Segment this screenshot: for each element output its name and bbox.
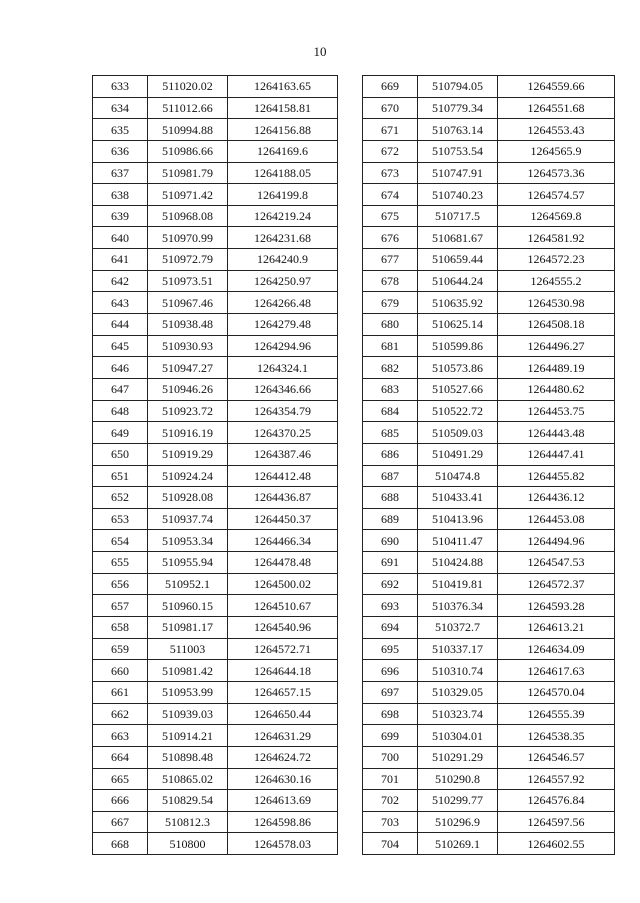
table-row — [93, 378, 338, 400]
table-row — [93, 638, 338, 660]
table-row — [363, 378, 615, 400]
x-coordinate-cell: 510491.29 — [418, 443, 498, 465]
table-row — [363, 335, 615, 357]
x-coordinate-cell: 510981.79 — [148, 162, 228, 184]
y-coordinate-cell: 1264572.37 — [498, 573, 615, 595]
page-number: 10 — [313, 44, 327, 59]
x-coordinate-cell: 510794.05 — [418, 76, 498, 98]
y-coordinate-cell: 1264573.36 — [498, 162, 615, 184]
y-coordinate-cell: 1264266.48 — [228, 292, 338, 314]
x-coordinate-cell: 510644.24 — [418, 270, 498, 292]
x-coordinate-cell: 510753.54 — [418, 140, 498, 162]
x-coordinate-cell: 510424.88 — [418, 552, 498, 574]
point-number-cell: 652 — [93, 487, 148, 509]
x-coordinate-cell: 510865.02 — [148, 768, 228, 790]
point-number-cell: 634 — [93, 97, 148, 119]
y-coordinate-cell: 1264436.12 — [498, 487, 615, 509]
x-coordinate-cell: 510973.51 — [148, 270, 228, 292]
point-number-cell: 643 — [93, 292, 148, 314]
coordinates-table-left — [92, 75, 338, 855]
point-number-cell: 642 — [93, 270, 148, 292]
point-number-cell: 639 — [93, 205, 148, 227]
table-row — [93, 660, 338, 682]
point-number-cell: 674 — [363, 184, 418, 206]
table-row — [93, 617, 338, 639]
x-coordinate-cell: 510372.7 — [418, 617, 498, 639]
table-row — [93, 249, 338, 271]
x-coordinate-cell: 510740.23 — [418, 184, 498, 206]
y-coordinate-cell: 1264547.53 — [498, 552, 615, 574]
x-coordinate-cell: 510981.42 — [148, 660, 228, 682]
y-coordinate-cell: 1264169.6 — [228, 140, 338, 162]
y-coordinate-cell: 1264188.05 — [228, 162, 338, 184]
x-coordinate-cell: 510898.48 — [148, 746, 228, 768]
table-row — [363, 790, 615, 812]
point-number-cell: 676 — [363, 227, 418, 249]
x-coordinate-cell: 510304.01 — [418, 725, 498, 747]
point-number-cell: 647 — [93, 378, 148, 400]
table-row — [363, 573, 615, 595]
x-coordinate-cell: 510953.99 — [148, 681, 228, 703]
x-coordinate-cell: 510946.26 — [148, 378, 228, 400]
y-coordinate-cell: 1264581.92 — [498, 227, 615, 249]
y-coordinate-cell: 1264489.19 — [498, 357, 615, 379]
x-coordinate-cell: 510269.1 — [418, 833, 498, 855]
table-row — [93, 162, 338, 184]
table-row — [93, 205, 338, 227]
x-coordinate-cell: 510930.93 — [148, 335, 228, 357]
point-number-cell: 701 — [363, 768, 418, 790]
point-number-cell: 662 — [93, 703, 148, 725]
y-coordinate-cell: 1264578.03 — [228, 833, 338, 855]
y-coordinate-cell: 1264538.35 — [498, 725, 615, 747]
point-number-cell: 678 — [363, 270, 418, 292]
table-row — [363, 184, 615, 206]
y-coordinate-cell: 1264199.8 — [228, 184, 338, 206]
x-coordinate-cell: 511012.66 — [148, 97, 228, 119]
point-number-cell: 663 — [93, 725, 148, 747]
x-coordinate-cell: 510323.74 — [418, 703, 498, 725]
x-coordinate-cell: 510916.19 — [148, 422, 228, 444]
table-row — [93, 833, 338, 855]
point-number-cell: 698 — [363, 703, 418, 725]
x-coordinate-cell: 510296.9 — [418, 811, 498, 833]
point-number-cell: 693 — [363, 595, 418, 617]
x-coordinate-cell: 510829.54 — [148, 790, 228, 812]
y-coordinate-cell: 1264597.56 — [498, 811, 615, 833]
x-coordinate-cell: 510924.24 — [148, 465, 228, 487]
point-number-cell: 671 — [363, 119, 418, 141]
y-coordinate-cell: 1264500.02 — [228, 573, 338, 595]
y-coordinate-cell: 1264466.34 — [228, 530, 338, 552]
table-row — [93, 443, 338, 465]
point-number-cell: 682 — [363, 357, 418, 379]
y-coordinate-cell: 1264240.9 — [228, 249, 338, 271]
x-coordinate-cell: 510337.17 — [418, 638, 498, 660]
y-coordinate-cell: 1264453.08 — [498, 508, 615, 530]
y-coordinate-cell: 1264163.65 — [228, 76, 338, 98]
point-number-cell: 657 — [93, 595, 148, 617]
table-row — [93, 768, 338, 790]
x-coordinate-cell: 510474.8 — [418, 465, 498, 487]
table-row — [363, 833, 615, 855]
y-coordinate-cell: 1264510.67 — [228, 595, 338, 617]
x-coordinate-cell: 510717.5 — [418, 205, 498, 227]
x-coordinate-cell: 510419.81 — [418, 573, 498, 595]
point-number-cell: 651 — [93, 465, 148, 487]
y-coordinate-cell: 1264443.48 — [498, 422, 615, 444]
table-row — [93, 76, 338, 98]
y-coordinate-cell: 1264634.09 — [498, 638, 615, 660]
table-row — [93, 292, 338, 314]
point-number-cell: 664 — [93, 746, 148, 768]
table-row — [363, 638, 615, 660]
x-coordinate-cell: 510994.88 — [148, 119, 228, 141]
point-number-cell: 687 — [363, 465, 418, 487]
y-coordinate-cell: 1264557.92 — [498, 768, 615, 790]
point-number-cell: 675 — [363, 205, 418, 227]
x-coordinate-cell: 510914.21 — [148, 725, 228, 747]
point-number-cell: 688 — [363, 487, 418, 509]
x-coordinate-cell: 510299.77 — [418, 790, 498, 812]
y-coordinate-cell: 1264279.48 — [228, 314, 338, 336]
point-number-cell: 685 — [363, 422, 418, 444]
y-coordinate-cell: 1264530.98 — [498, 292, 615, 314]
point-number-cell: 697 — [363, 681, 418, 703]
table-row — [93, 357, 338, 379]
table-row — [363, 465, 615, 487]
table-row — [363, 443, 615, 465]
y-coordinate-cell: 1264324.1 — [228, 357, 338, 379]
y-coordinate-cell: 1264158.81 — [228, 97, 338, 119]
y-coordinate-cell: 1264455.82 — [498, 465, 615, 487]
table-row — [93, 184, 338, 206]
y-coordinate-cell: 1264250.97 — [228, 270, 338, 292]
table-row — [363, 746, 615, 768]
table-row — [93, 314, 338, 336]
table-row — [93, 746, 338, 768]
point-number-cell: 690 — [363, 530, 418, 552]
y-coordinate-cell: 1264572.23 — [498, 249, 615, 271]
x-coordinate-cell: 510290.8 — [418, 768, 498, 790]
x-coordinate-cell: 510923.72 — [148, 400, 228, 422]
point-number-cell: 659 — [93, 638, 148, 660]
point-number-cell: 649 — [93, 422, 148, 444]
table-row — [363, 595, 615, 617]
y-coordinate-cell: 1264555.2 — [498, 270, 615, 292]
table-row — [363, 270, 615, 292]
x-coordinate-cell: 510527.66 — [418, 378, 498, 400]
y-coordinate-cell: 1264231.68 — [228, 227, 338, 249]
y-coordinate-cell: 1264480.62 — [498, 378, 615, 400]
x-coordinate-cell: 511003 — [148, 638, 228, 660]
y-coordinate-cell: 1264346.66 — [228, 378, 338, 400]
table-row — [93, 790, 338, 812]
y-coordinate-cell: 1264613.21 — [498, 617, 615, 639]
table-row — [93, 487, 338, 509]
table-row — [93, 270, 338, 292]
y-coordinate-cell: 1264387.46 — [228, 443, 338, 465]
y-coordinate-cell: 1264650.44 — [228, 703, 338, 725]
y-coordinate-cell: 1264644.18 — [228, 660, 338, 682]
point-number-cell: 661 — [93, 681, 148, 703]
x-coordinate-cell: 510659.44 — [418, 249, 498, 271]
table-row — [363, 227, 615, 249]
y-coordinate-cell: 1264613.69 — [228, 790, 338, 812]
x-coordinate-cell: 510522.72 — [418, 400, 498, 422]
y-coordinate-cell: 1264555.39 — [498, 703, 615, 725]
point-number-cell: 689 — [363, 508, 418, 530]
table-row — [363, 292, 615, 314]
point-number-cell: 645 — [93, 335, 148, 357]
point-number-cell: 695 — [363, 638, 418, 660]
table-row — [363, 422, 615, 444]
table-row — [363, 681, 615, 703]
table-row — [93, 552, 338, 574]
table-row — [363, 97, 615, 119]
point-number-cell: 673 — [363, 162, 418, 184]
x-coordinate-cell: 510573.86 — [418, 357, 498, 379]
y-coordinate-cell: 1264602.55 — [498, 833, 615, 855]
point-number-cell: 668 — [93, 833, 148, 855]
table-row — [363, 725, 615, 747]
y-coordinate-cell: 1264219.24 — [228, 205, 338, 227]
x-coordinate-cell: 510986.66 — [148, 140, 228, 162]
x-coordinate-cell: 510968.08 — [148, 205, 228, 227]
x-coordinate-cell: 510376.34 — [418, 595, 498, 617]
point-number-cell: 681 — [363, 335, 418, 357]
table-row — [363, 140, 615, 162]
table-row — [363, 768, 615, 790]
table-row — [93, 140, 338, 162]
table-row — [363, 508, 615, 530]
point-number-cell: 702 — [363, 790, 418, 812]
point-number-cell: 680 — [363, 314, 418, 336]
table-row — [93, 335, 338, 357]
y-coordinate-cell: 1264565.9 — [498, 140, 615, 162]
table-row — [363, 162, 615, 184]
point-number-cell: 704 — [363, 833, 418, 855]
table-row — [363, 811, 615, 833]
table-row — [93, 227, 338, 249]
coordinates-table-right-body — [363, 76, 615, 855]
point-number-cell: 646 — [93, 357, 148, 379]
x-coordinate-cell: 510928.08 — [148, 487, 228, 509]
table-row — [363, 530, 615, 552]
point-number-cell: 650 — [93, 443, 148, 465]
point-number-cell: 679 — [363, 292, 418, 314]
x-coordinate-cell: 510953.34 — [148, 530, 228, 552]
point-number-cell: 638 — [93, 184, 148, 206]
point-number-cell: 699 — [363, 725, 418, 747]
x-coordinate-cell: 510960.15 — [148, 595, 228, 617]
point-number-cell: 637 — [93, 162, 148, 184]
x-coordinate-cell: 510411.47 — [418, 530, 498, 552]
point-number-cell: 648 — [93, 400, 148, 422]
table-row — [93, 119, 338, 141]
y-coordinate-cell: 1264540.96 — [228, 617, 338, 639]
x-coordinate-cell: 510970.99 — [148, 227, 228, 249]
y-coordinate-cell: 1264657.15 — [228, 681, 338, 703]
x-coordinate-cell: 510413.96 — [418, 508, 498, 530]
x-coordinate-cell: 510919.29 — [148, 443, 228, 465]
y-coordinate-cell: 1264574.57 — [498, 184, 615, 206]
x-coordinate-cell: 510938.48 — [148, 314, 228, 336]
point-number-cell: 654 — [93, 530, 148, 552]
table-row — [363, 314, 615, 336]
point-number-cell: 653 — [93, 508, 148, 530]
x-coordinate-cell: 510599.86 — [418, 335, 498, 357]
table-row — [363, 205, 615, 227]
point-number-cell: 635 — [93, 119, 148, 141]
table-row — [93, 465, 338, 487]
y-coordinate-cell: 1264156.88 — [228, 119, 338, 141]
y-coordinate-cell: 1264508.18 — [498, 314, 615, 336]
point-number-cell: 677 — [363, 249, 418, 271]
y-coordinate-cell: 1264569.8 — [498, 205, 615, 227]
table-row — [93, 703, 338, 725]
table-row — [93, 595, 338, 617]
y-coordinate-cell: 1264436.87 — [228, 487, 338, 509]
x-coordinate-cell: 510981.17 — [148, 617, 228, 639]
x-coordinate-cell: 510800 — [148, 833, 228, 855]
x-coordinate-cell: 510433.41 — [418, 487, 498, 509]
point-number-cell: 660 — [93, 660, 148, 682]
table-row — [363, 660, 615, 682]
table-row — [93, 508, 338, 530]
table-row — [363, 357, 615, 379]
x-coordinate-cell: 510955.94 — [148, 552, 228, 574]
x-coordinate-cell: 510763.14 — [418, 119, 498, 141]
point-number-cell: 686 — [363, 443, 418, 465]
point-number-cell: 692 — [363, 573, 418, 595]
table-row — [363, 400, 615, 422]
y-coordinate-cell: 1264598.86 — [228, 811, 338, 833]
coordinates-table-left-body — [93, 76, 338, 855]
y-coordinate-cell: 1264551.68 — [498, 97, 615, 119]
x-coordinate-cell: 510329.05 — [418, 681, 498, 703]
point-number-cell: 684 — [363, 400, 418, 422]
point-number-cell: 644 — [93, 314, 148, 336]
coordinates-table-right — [362, 75, 615, 855]
x-coordinate-cell: 510967.46 — [148, 292, 228, 314]
table-row — [93, 400, 338, 422]
table-row — [363, 76, 615, 98]
point-number-cell: 655 — [93, 552, 148, 574]
point-number-cell: 694 — [363, 617, 418, 639]
point-number-cell: 633 — [93, 76, 148, 98]
y-coordinate-cell: 1264570.04 — [498, 681, 615, 703]
point-number-cell: 636 — [93, 140, 148, 162]
x-coordinate-cell: 510952.1 — [148, 573, 228, 595]
point-number-cell: 666 — [93, 790, 148, 812]
x-coordinate-cell: 510310.74 — [418, 660, 498, 682]
table-row — [93, 422, 338, 444]
point-number-cell: 669 — [363, 76, 418, 98]
point-number-cell: 683 — [363, 378, 418, 400]
point-number-cell: 665 — [93, 768, 148, 790]
point-number-cell: 672 — [363, 140, 418, 162]
table-row — [363, 552, 615, 574]
y-coordinate-cell: 1264453.75 — [498, 400, 615, 422]
y-coordinate-cell: 1264572.71 — [228, 638, 338, 660]
y-coordinate-cell: 1264617.63 — [498, 660, 615, 682]
point-number-cell: 640 — [93, 227, 148, 249]
table-row — [93, 97, 338, 119]
table-row — [363, 119, 615, 141]
y-coordinate-cell: 1264631.29 — [228, 725, 338, 747]
y-coordinate-cell: 1264494.96 — [498, 530, 615, 552]
x-coordinate-cell: 510947.27 — [148, 357, 228, 379]
x-coordinate-cell: 510812.3 — [148, 811, 228, 833]
table-row — [93, 725, 338, 747]
x-coordinate-cell: 510971.42 — [148, 184, 228, 206]
x-coordinate-cell: 510937.74 — [148, 508, 228, 530]
table-row — [363, 249, 615, 271]
y-coordinate-cell: 1264576.84 — [498, 790, 615, 812]
y-coordinate-cell: 1264370.25 — [228, 422, 338, 444]
y-coordinate-cell: 1264294.96 — [228, 335, 338, 357]
table-row — [93, 811, 338, 833]
point-number-cell: 656 — [93, 573, 148, 595]
y-coordinate-cell: 1264496.27 — [498, 335, 615, 357]
point-number-cell: 667 — [93, 811, 148, 833]
x-coordinate-cell: 510509.03 — [418, 422, 498, 444]
x-coordinate-cell: 511020.02 — [148, 76, 228, 98]
table-row — [93, 530, 338, 552]
point-number-cell: 703 — [363, 811, 418, 833]
x-coordinate-cell: 510625.14 — [418, 314, 498, 336]
table-row — [93, 573, 338, 595]
x-coordinate-cell: 510681.67 — [418, 227, 498, 249]
point-number-cell: 658 — [93, 617, 148, 639]
point-number-cell: 696 — [363, 660, 418, 682]
y-coordinate-cell: 1264624.72 — [228, 746, 338, 768]
x-coordinate-cell: 510779.34 — [418, 97, 498, 119]
point-number-cell: 691 — [363, 552, 418, 574]
table-row — [363, 703, 615, 725]
y-coordinate-cell: 1264354.79 — [228, 400, 338, 422]
x-coordinate-cell: 510939.03 — [148, 703, 228, 725]
y-coordinate-cell: 1264593.28 — [498, 595, 615, 617]
point-number-cell: 700 — [363, 746, 418, 768]
y-coordinate-cell: 1264478.48 — [228, 552, 338, 574]
x-coordinate-cell: 510635.92 — [418, 292, 498, 314]
y-coordinate-cell: 1264450.37 — [228, 508, 338, 530]
y-coordinate-cell: 1264559.66 — [498, 76, 615, 98]
x-coordinate-cell: 510747.91 — [418, 162, 498, 184]
y-coordinate-cell: 1264630.16 — [228, 768, 338, 790]
y-coordinate-cell: 1264412.48 — [228, 465, 338, 487]
x-coordinate-cell: 510291.29 — [418, 746, 498, 768]
table-row — [363, 617, 615, 639]
point-number-cell: 641 — [93, 249, 148, 271]
x-coordinate-cell: 510972.79 — [148, 249, 228, 271]
point-number-cell: 670 — [363, 97, 418, 119]
table-row — [363, 487, 615, 509]
y-coordinate-cell: 1264447.41 — [498, 443, 615, 465]
table-row — [93, 681, 338, 703]
y-coordinate-cell: 1264546.57 — [498, 746, 615, 768]
y-coordinate-cell: 1264553.43 — [498, 119, 615, 141]
